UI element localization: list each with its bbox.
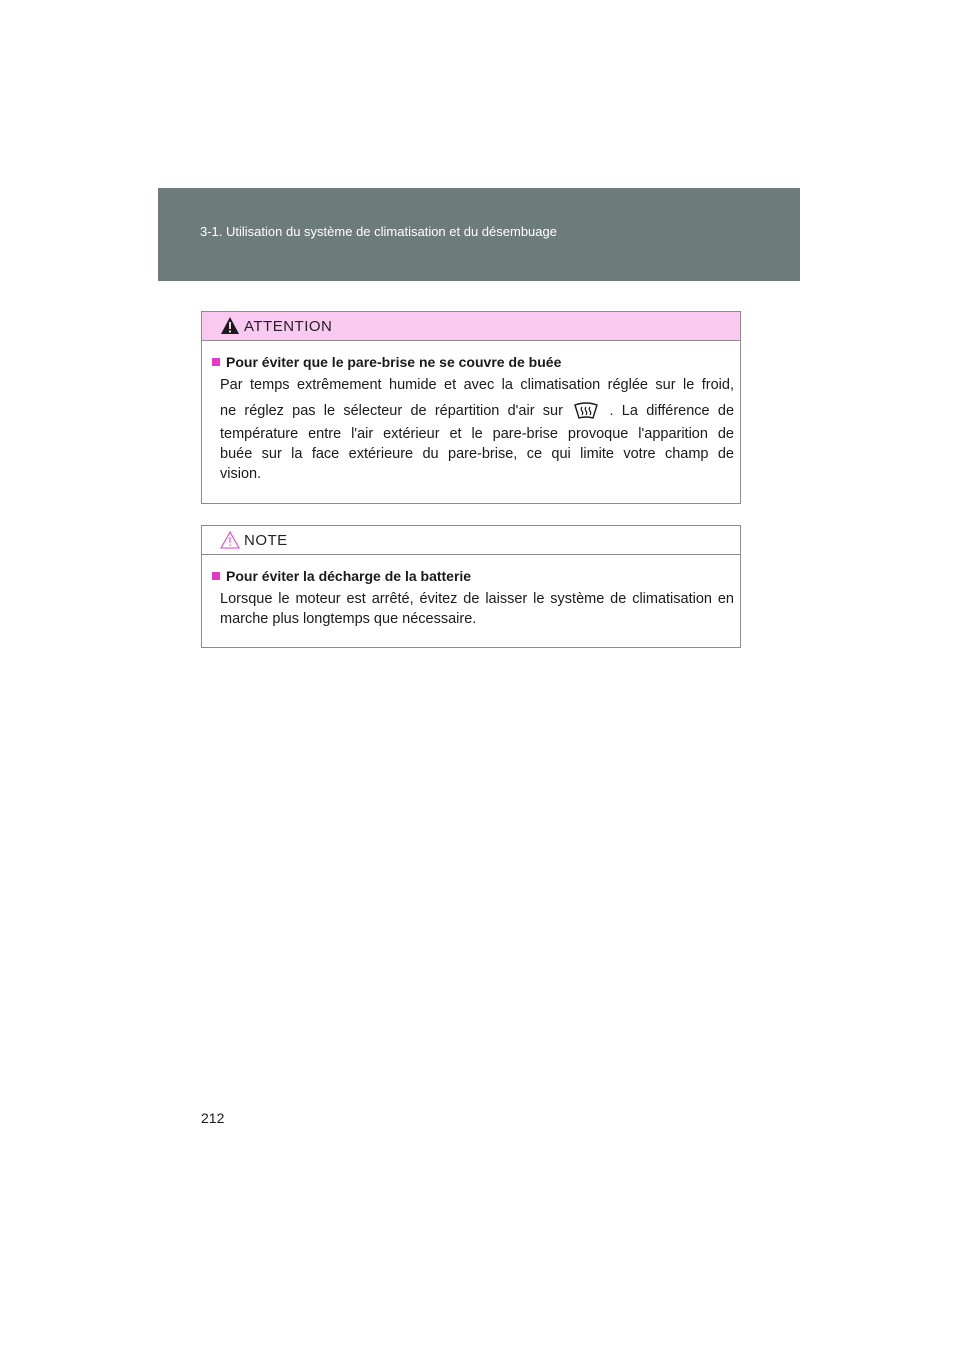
warning-outline-icon <box>220 530 240 550</box>
note-line-2: marche plus longtemps que nécessaire. <box>220 611 477 627</box>
attention-paragraph <box>220 375 734 484</box>
attention-line-2 <box>220 401 734 421</box>
note-line-1: Lorsque le moteur est arrêté, évitez de laisser le système de climatisation en <box>220 591 734 607</box>
bullet-square-icon <box>212 358 220 366</box>
attention-line-1: Par temps extrêmement humide et avec la climatisation réglée sur le froid, <box>220 377 734 393</box>
note-box <box>201 525 741 648</box>
attention-line-2b: . La différence de <box>609 403 735 419</box>
bullet-square-icon <box>212 572 220 580</box>
attention-line-5: vision. <box>220 466 262 483</box>
section-title: 3-1. Utilisation du système de climatisation et du désembuage <box>200 224 557 239</box>
attention-line-2a: ne réglez pas le sélecteur de répartition d'air sur <box>220 403 563 419</box>
attention-body <box>202 341 740 484</box>
note-header <box>202 526 740 555</box>
attention-box <box>201 311 741 504</box>
attention-header <box>202 312 740 341</box>
note-item-title <box>212 567 734 585</box>
section-header-band <box>158 188 800 281</box>
attention-line-3: température entre l'air extérieur et le pare-brise provoque l'apparition de <box>220 426 734 443</box>
note-label: NOTE <box>244 532 288 549</box>
note-paragraph <box>220 589 734 629</box>
attention-item-title <box>212 353 734 371</box>
warning-triangle-icon <box>220 316 240 336</box>
attention-item-title-text: Pour éviter que le pare-brise ne se couvre de buée <box>226 354 562 370</box>
note-item-title-text: Pour éviter la décharge de la batterie <box>226 568 472 584</box>
windshield-defrost-icon <box>573 401 599 421</box>
attention-line-4: buée sur la face extérieure du pare-brise, ce qui limite votre champ de <box>220 446 734 463</box>
note-body <box>202 555 740 629</box>
attention-label: ATTENTION <box>244 318 333 335</box>
page-number: 212 <box>201 1110 225 1126</box>
